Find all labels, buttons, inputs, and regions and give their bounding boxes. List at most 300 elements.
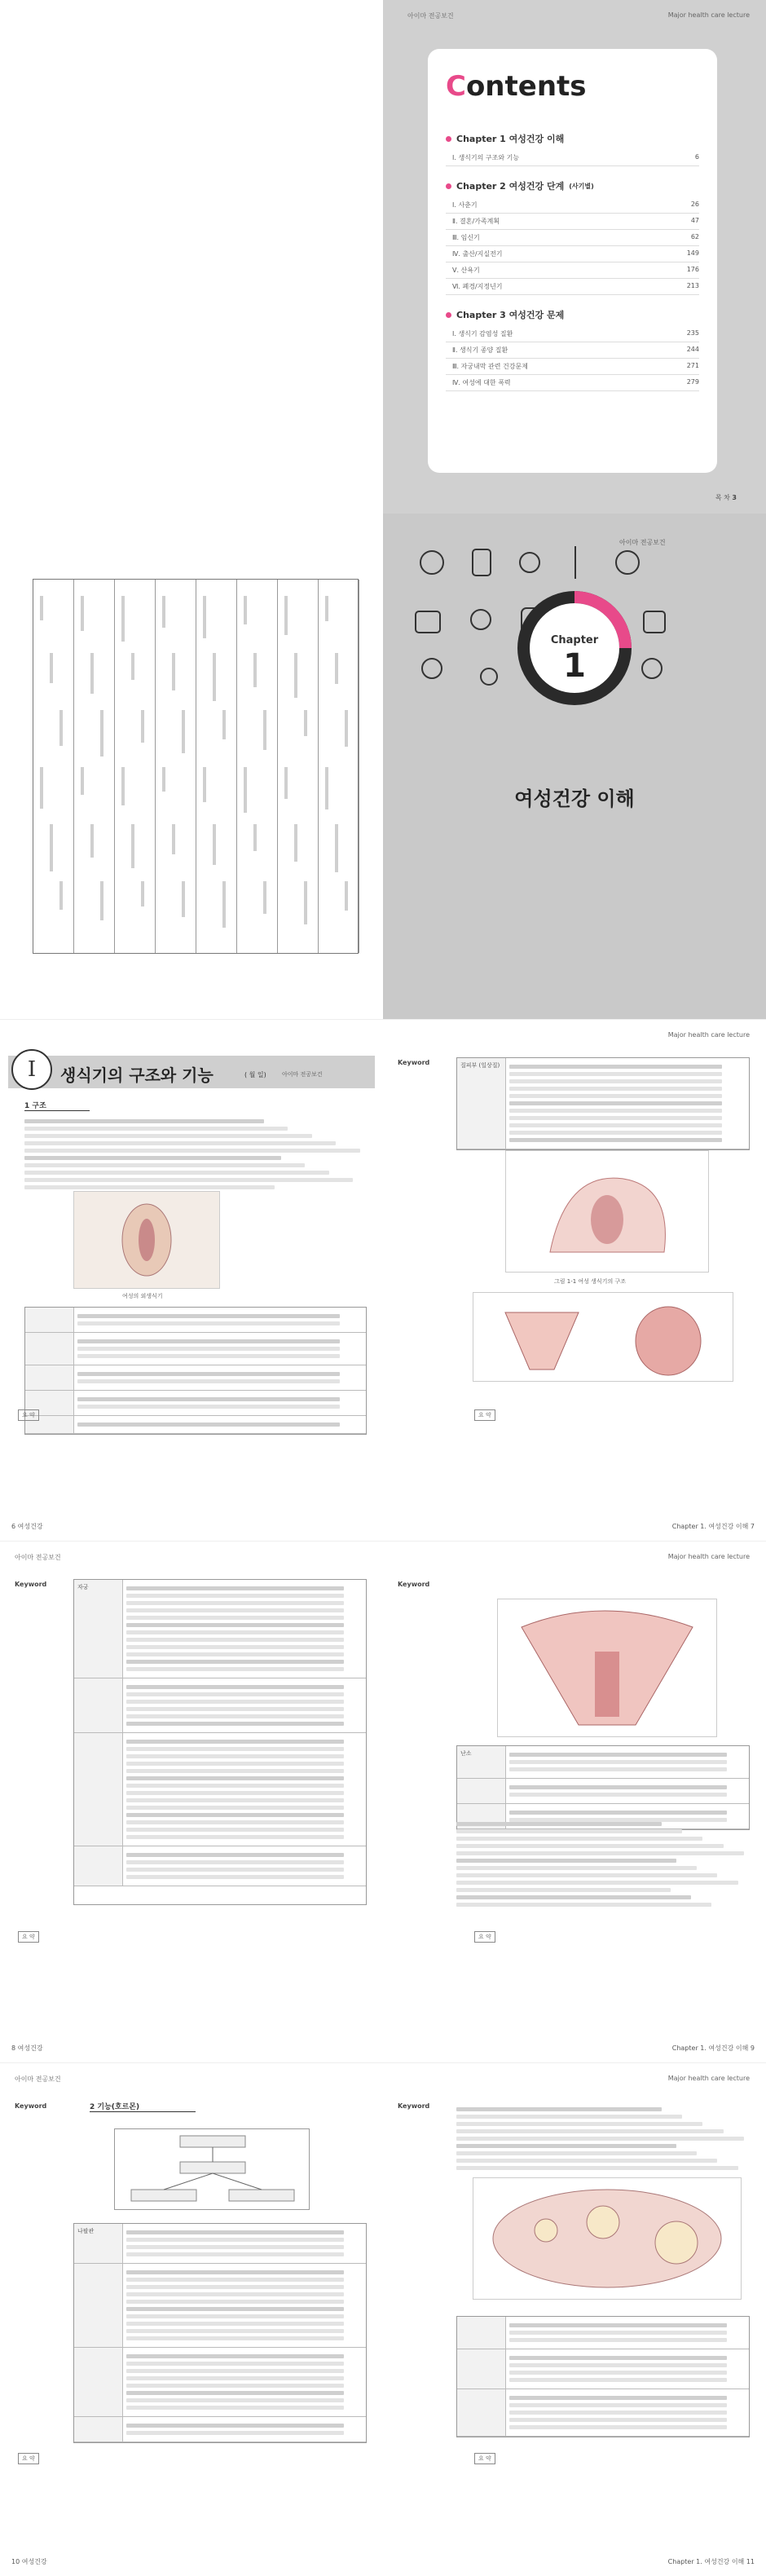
text-line (509, 2411, 727, 2415)
text-line (456, 2137, 744, 2141)
text-line (24, 1156, 281, 1160)
text-line (126, 1685, 344, 1689)
page-footer-9: Chapter 1. 여성건강 이해 9 (671, 2044, 755, 2052)
memo-box-9: 요 약 (474, 1931, 495, 1943)
brand-label-8: 아이마 전공보건 (15, 1554, 61, 1561)
chapter-cover-page (383, 514, 766, 1019)
text-line (509, 2338, 727, 2342)
text-line (126, 1813, 344, 1817)
text-line (509, 1760, 727, 1764)
text-line (456, 1881, 738, 1885)
pill-bottle-icon (473, 549, 491, 576)
text-line (24, 1163, 305, 1167)
head-icon (616, 551, 639, 574)
table-row (457, 1779, 749, 1804)
text-line (126, 1776, 344, 1780)
header-right-7: Major health care lecture (667, 1031, 750, 1039)
hormone-flowchart (114, 2128, 310, 2210)
text-line (24, 1149, 360, 1153)
text-line (456, 1866, 697, 1870)
text-line (50, 653, 53, 683)
text-line (59, 710, 63, 746)
text-line (126, 2391, 344, 2395)
rotated-table-page (0, 514, 383, 1019)
text-line (509, 1131, 722, 1135)
page-6 (0, 1019, 383, 1541)
table-column (196, 580, 237, 953)
text-line (182, 881, 185, 917)
text-line (162, 596, 165, 628)
text-line (213, 824, 216, 865)
memo-box: 요 약 (18, 1409, 39, 1421)
text-line (509, 2371, 727, 2375)
text-line (126, 1586, 344, 1590)
text-line (126, 1638, 344, 1642)
text-line (456, 1851, 744, 1855)
text-line (509, 1079, 722, 1083)
text-line (456, 2122, 702, 2126)
text-line (24, 1134, 312, 1138)
text-line (126, 1806, 344, 1810)
table-label: 질피부 (일상질) (457, 1058, 506, 1149)
table-column (237, 580, 278, 953)
table-row (457, 2317, 749, 2349)
text-line (77, 1314, 340, 1318)
plus-icon (644, 611, 665, 633)
text-line (126, 1623, 344, 1627)
text-line (126, 2376, 344, 2380)
text-line (509, 1087, 722, 1091)
text-line (126, 1835, 344, 1839)
page9-table (456, 1745, 750, 1830)
text-line (126, 1754, 344, 1758)
toc-item[interactable]: Ⅰ. 사춘기 26 (446, 197, 699, 214)
text-line (162, 767, 165, 792)
text-line (509, 2331, 727, 2335)
table-row (74, 2417, 366, 2442)
text-line (126, 2406, 344, 2410)
page6-table (24, 1307, 367, 1435)
text-line (325, 767, 328, 809)
text-line (509, 2378, 727, 2382)
text-line (131, 824, 134, 868)
toc-item[interactable]: Ⅰ. 생식기 감염성 질환 235 (446, 326, 699, 342)
page-footer-11: Chapter 1. 여성건강 이해 11 (667, 2558, 755, 2565)
table-label (25, 1308, 74, 1332)
section-dates: ( 월 일) (244, 1071, 266, 1078)
text-line (345, 710, 348, 747)
text-block-1 (24, 1116, 367, 1193)
uterus-illustration (473, 1292, 733, 1382)
keyword-label-10: Keyword (15, 2102, 47, 2110)
text-line (131, 653, 134, 680)
text-line (100, 881, 103, 920)
table-column (278, 580, 319, 953)
page-footer-8: 8 여성건강 (11, 2044, 43, 2052)
text-line (50, 824, 53, 871)
text-line (81, 767, 84, 795)
text-line (509, 1767, 727, 1771)
text-line (126, 2424, 344, 2428)
contents-title: Contents (446, 70, 587, 103)
text-line (24, 1185, 275, 1189)
toc-item[interactable]: Ⅵ. 폐경/지정년기 213 (446, 279, 699, 295)
text-line (77, 1347, 340, 1351)
text-line (263, 710, 266, 750)
text-line (77, 1379, 340, 1383)
text-block-9 (456, 1819, 750, 1910)
text-line (304, 710, 307, 736)
text-line (141, 881, 144, 906)
text-line (456, 1837, 702, 1841)
text-line (40, 767, 43, 809)
text-line (456, 1859, 676, 1863)
page-7 (383, 1019, 766, 1541)
text-line (126, 2314, 344, 2318)
contents-footer: 목 차 3 (715, 494, 737, 501)
text-line (126, 1828, 344, 1832)
text-line (126, 2336, 344, 2340)
text-line (456, 1822, 662, 1826)
table-column (156, 580, 196, 953)
text-line (126, 1875, 344, 1879)
figure-caption: 그림 1-1 여성 생식기의 구조 (554, 1278, 626, 1285)
table-label (74, 2348, 123, 2416)
text-line (100, 710, 103, 756)
toc-item[interactable]: Ⅱ. 결혼/가족계획 47 (446, 214, 699, 230)
chapter-word: Chapter (550, 634, 599, 646)
text-line (126, 1798, 344, 1802)
text-line (126, 1608, 344, 1612)
internal-organs-illustration (505, 1150, 709, 1273)
bullet-icon (446, 312, 451, 318)
page-footer-6: 6 여성건강 (11, 1523, 43, 1530)
ovary-follicle-illustration (473, 2177, 742, 2300)
text-line (126, 1660, 344, 1664)
text-line (304, 881, 307, 924)
text-line (509, 2363, 727, 2367)
text-line (126, 1769, 344, 1773)
brand-label-10: 아이마 전공보건 (15, 2075, 61, 2083)
page8-table (73, 1579, 367, 1905)
section-roman: Ⅰ (11, 1049, 52, 1090)
table-label (25, 1365, 74, 1390)
page11-table (456, 2316, 750, 2437)
table-row (457, 2349, 749, 2389)
text-line (509, 1793, 727, 1797)
text-line (77, 1321, 340, 1325)
page-footer-7: Chapter 1. 여성건강 이해 7 (671, 1523, 755, 1530)
header-right: Major health care lecture (667, 11, 750, 19)
virus-icon (420, 551, 443, 574)
text-line (126, 1791, 344, 1795)
text-line (77, 1354, 340, 1358)
text-line (509, 1101, 722, 1105)
bullet-icon (446, 136, 451, 142)
text-line (222, 710, 226, 739)
text-line (81, 596, 84, 631)
table-label: 난소 (457, 1746, 506, 1778)
text-line (335, 824, 338, 872)
table-row (74, 1678, 366, 1733)
text-line (509, 1753, 727, 1757)
toc-chapter: Chapter 1 여성건강 이해 (446, 132, 699, 145)
toc-item[interactable]: Ⅴ. 산욕기 176 (446, 262, 699, 279)
text-line (126, 1692, 344, 1696)
header-right-9: Major health care lecture (667, 1553, 750, 1560)
text-line (509, 1094, 722, 1098)
text-line (126, 2292, 344, 2296)
text-line (126, 2329, 344, 2333)
text-line (77, 1397, 340, 1401)
text-line (126, 1820, 344, 1824)
text-line (509, 2396, 727, 2400)
text-line (203, 767, 206, 802)
text-line (284, 596, 288, 635)
text-line (126, 1594, 344, 1598)
text-line (126, 2362, 344, 2366)
text-line (126, 2431, 344, 2435)
brand-label: 아이마 전공보건 (407, 12, 454, 20)
chapter-number: 1 (563, 647, 586, 685)
table-label (25, 1333, 74, 1365)
uterus-cross-section-illustration (497, 1599, 717, 1737)
text-line (456, 2159, 717, 2163)
text-line (126, 1740, 344, 1744)
text-line (126, 1868, 344, 1872)
memo-box-7: 요 약 (474, 1409, 495, 1421)
text-line (509, 1811, 727, 1815)
text-line (121, 767, 125, 805)
text-line (509, 1116, 722, 1120)
page7-table (456, 1057, 750, 1150)
toc-list (446, 132, 699, 391)
table-row (25, 1333, 366, 1365)
page-10 (0, 2062, 383, 2576)
table-label (74, 1733, 123, 1846)
text-line (126, 1700, 344, 1704)
text-line (126, 1630, 344, 1634)
contents-page (383, 0, 766, 514)
text-line (126, 2300, 344, 2304)
table-label (457, 2349, 506, 2389)
text-line (59, 881, 63, 910)
text-line (24, 1141, 336, 1145)
table-row (25, 1416, 366, 1434)
text-line (456, 2166, 738, 2170)
text-line (126, 2398, 344, 2402)
text-line (126, 2270, 344, 2274)
text-line (456, 1895, 691, 1899)
text-line (456, 1873, 717, 1877)
toc-item[interactable]: Ⅳ. 출산/지실전기 149 (446, 246, 699, 262)
text-line (126, 1762, 344, 1766)
table-row (25, 1391, 366, 1416)
text-line (253, 653, 257, 687)
text-line (24, 1127, 288, 1131)
clipboard-icon (416, 611, 440, 633)
chapter-cover-graphics (383, 514, 766, 1019)
text-line (126, 1601, 344, 1605)
medkit-icon (481, 668, 497, 685)
text-line (253, 824, 257, 851)
rotated-table (33, 579, 359, 954)
brand-label-2: 아이마 전공보건 (619, 539, 666, 546)
text-line (126, 2278, 344, 2282)
text-line (126, 2245, 344, 2249)
text-line (126, 1747, 344, 1751)
text-line (203, 596, 206, 638)
text-line (172, 824, 175, 854)
text-line (509, 1138, 722, 1142)
text-line (126, 1853, 344, 1857)
text-line (126, 2285, 344, 2289)
text-line (126, 1722, 344, 1726)
toc-item[interactable]: Ⅲ. 임신기 62 (446, 230, 699, 246)
memo-box-11: 요 약 (474, 2453, 495, 2464)
table-column (319, 580, 359, 953)
text-line (456, 2107, 662, 2111)
text-line (90, 824, 94, 858)
text-line (345, 881, 348, 911)
text-line (509, 2425, 727, 2429)
text-line (126, 2307, 344, 2311)
heart-icon (471, 610, 491, 629)
text-line (509, 1109, 722, 1113)
page-11 (383, 2062, 766, 2576)
table-label (457, 2389, 506, 2436)
text-line (126, 2322, 344, 2326)
text-line (24, 1119, 264, 1123)
page-footer-10: 10 여성건강 (11, 2558, 47, 2565)
text-line (509, 1065, 722, 1069)
text-line (126, 1860, 344, 1864)
text-line (509, 1785, 727, 1789)
text-line (456, 1888, 671, 1892)
tube-icon (422, 659, 442, 678)
text-line (456, 2144, 676, 2148)
brand-label-3: 아이마 전공보건 (282, 1071, 323, 1078)
text-line (182, 710, 185, 753)
table-row (74, 2264, 366, 2348)
table-row (74, 1580, 366, 1678)
text-line (77, 1372, 340, 1376)
table-column (74, 580, 115, 953)
keyword-label-11: Keyword (398, 2102, 430, 2110)
text-line (126, 1667, 344, 1671)
table-row (25, 1308, 366, 1333)
text-line (77, 1339, 340, 1343)
table-row (74, 2348, 366, 2417)
flask-icon (520, 553, 539, 572)
text-line (40, 596, 43, 620)
section-title: 생식기의 구조와 기능 (60, 1065, 214, 1085)
text-line (509, 2356, 727, 2360)
keyword-label-8: Keyword (15, 1581, 47, 1588)
table-row (457, 1746, 749, 1779)
text-line (121, 596, 125, 642)
page-8 (0, 1541, 383, 2062)
text-line (126, 2369, 344, 2373)
text-line (77, 1405, 340, 1409)
table-label (457, 2317, 506, 2349)
header-right-11: Major health care lecture (667, 2075, 750, 2082)
text-line (172, 653, 175, 690)
text-line (126, 2230, 344, 2234)
page10-table (73, 2223, 367, 2443)
text-line (126, 1714, 344, 1718)
table-label (74, 1846, 123, 1886)
table-row (74, 1733, 366, 1846)
text-line (126, 1616, 344, 1620)
text-line (294, 653, 297, 698)
text-line (456, 2129, 724, 2133)
toc-chapter: Chapter 2 여성건강 단계 (사기별) (446, 179, 699, 192)
subsection-structure: 1 구조 (24, 1100, 90, 1111)
snowflake-icon (642, 659, 662, 678)
text-line (126, 2252, 344, 2256)
bullet-icon (446, 183, 451, 189)
illustration-caption: 여성의 외생식기 (122, 1293, 163, 1299)
table-label (74, 2417, 123, 2441)
text-line (509, 2418, 727, 2422)
table-row (74, 2224, 366, 2264)
text-line (141, 710, 144, 743)
toc-item[interactable]: Ⅳ. 여성에 대한 폭력 279 (446, 375, 699, 391)
toc-chapter: Chapter 3 여성건강 문제 (446, 308, 699, 321)
subsection-function: 2 기능(호르몬) (90, 2101, 196, 2112)
text-line (126, 1784, 344, 1788)
external-genitalia-illustration (73, 1191, 220, 1289)
toc-item[interactable]: Ⅲ. 자궁내막 관련 건강문제 271 (446, 359, 699, 375)
text-block-11 (456, 2104, 750, 2173)
text-line (263, 881, 266, 914)
chapter-title: 여성건강 이해 (514, 787, 635, 810)
text-line (509, 2403, 727, 2407)
contents-card (428, 49, 717, 473)
table-row (457, 2389, 749, 2437)
toc-item[interactable]: Ⅰ. 생식기의 구조와 기능 6 (446, 150, 699, 166)
toc-item[interactable]: Ⅱ. 생식기 종양 질환 244 (446, 342, 699, 359)
text-line (325, 596, 328, 621)
text-line (456, 2115, 682, 2119)
table-row (74, 1846, 366, 1886)
text-line (244, 596, 247, 624)
text-line (24, 1178, 353, 1182)
text-line (244, 767, 247, 813)
text-line (294, 824, 297, 862)
text-line (335, 653, 338, 684)
memo-box-10: 요 약 (18, 2453, 39, 2464)
table-column (115, 580, 156, 953)
text-line (456, 1903, 711, 1907)
keyword-label-7: Keyword (398, 1059, 430, 1066)
text-line (222, 881, 226, 928)
table-column (33, 580, 74, 953)
text-line (213, 653, 216, 701)
text-line (509, 1123, 722, 1127)
table-row (25, 1365, 366, 1391)
text-line (284, 767, 288, 799)
text-line (77, 1423, 340, 1427)
text-line (126, 2384, 344, 2388)
text-line (456, 2151, 697, 2155)
keyword-label-9: Keyword (398, 1581, 430, 1588)
text-line (126, 2238, 344, 2242)
text-line (456, 1829, 682, 1833)
text-line (126, 1645, 344, 1649)
text-line (509, 1072, 722, 1076)
